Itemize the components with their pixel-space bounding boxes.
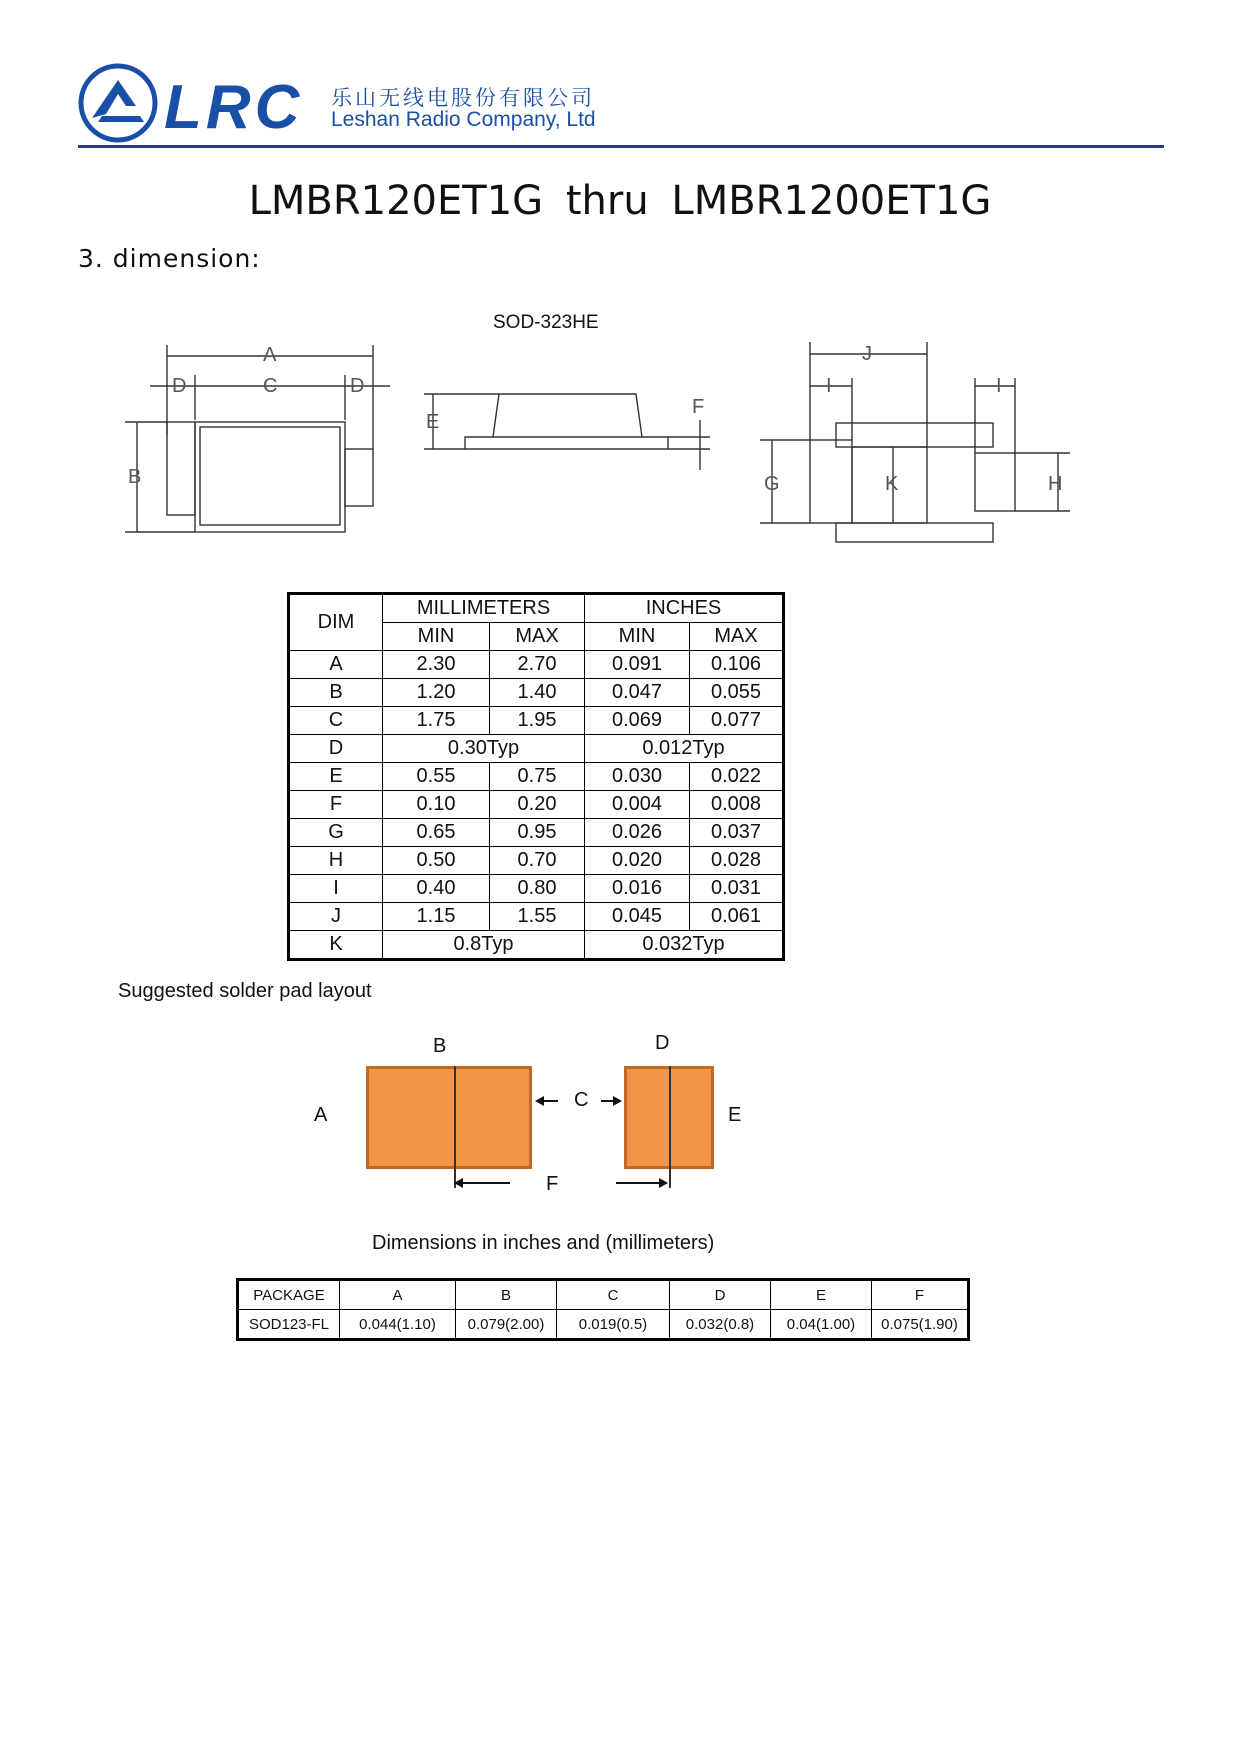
cell-in-min: 0.045 xyxy=(585,903,690,931)
cell-mm-max: 1.55 xyxy=(490,903,585,931)
table-header-row xyxy=(289,594,784,623)
header-divider xyxy=(78,145,1164,148)
table-row xyxy=(289,931,784,960)
company-name-chinese: 乐山无线电股份有限公司 xyxy=(331,86,595,110)
cell-mm-max: 2.70 xyxy=(490,651,585,679)
cell-in-max: 0.037 xyxy=(690,819,784,847)
table-row xyxy=(289,903,784,931)
subheader-mm-max: MAX xyxy=(490,623,585,651)
cell-in-max: 0.022 xyxy=(690,763,784,791)
dim-label-g: G xyxy=(764,473,780,495)
dimension-table xyxy=(287,592,785,961)
cell-mm-typ: 0.30Typ xyxy=(383,735,585,763)
dim-label-k: K xyxy=(885,473,899,495)
package-outline-drawing xyxy=(0,330,1240,560)
cell-dim: I xyxy=(289,875,383,903)
dim-label-b: B xyxy=(128,466,142,488)
header-package: PACKAGE xyxy=(238,1280,340,1310)
cell-in-max: 0.055 xyxy=(690,679,784,707)
dim-label-d-left: D xyxy=(172,375,187,397)
cell-mm-max: 0.20 xyxy=(490,791,585,819)
top-view-drawing xyxy=(125,344,390,532)
cell-dim: H xyxy=(289,847,383,875)
cell-a: 0.044(1.10) xyxy=(340,1310,456,1340)
cell-in-min: 0.020 xyxy=(585,847,690,875)
package-label: SOD-323HE xyxy=(493,312,599,333)
pad-label-f: F xyxy=(546,1173,559,1195)
dim-label-a: A xyxy=(263,344,277,366)
cell-dim: A xyxy=(289,651,383,679)
header-a: A xyxy=(340,1280,456,1310)
dim-label-e: E xyxy=(426,411,440,433)
pad-label-c: C xyxy=(574,1089,589,1111)
table-row xyxy=(289,707,784,735)
cell-in-min: 0.047 xyxy=(585,679,690,707)
table-row xyxy=(289,651,784,679)
cell-mm-min: 0.55 xyxy=(383,763,490,791)
dim-label-j: J xyxy=(862,343,872,365)
cell-in-max: 0.008 xyxy=(690,791,784,819)
package-dimensions-table xyxy=(236,1278,970,1341)
end-view-drawing xyxy=(760,342,1070,542)
pad-label-e: E xyxy=(728,1104,742,1126)
header-c: C xyxy=(557,1280,670,1310)
cell-in-min: 0.016 xyxy=(585,875,690,903)
cell-package: SOD123-FL xyxy=(238,1310,340,1340)
dim-label-h: H xyxy=(1048,473,1063,495)
subheader-in-min: MIN xyxy=(585,623,690,651)
company-logo xyxy=(78,62,328,144)
cell-mm-min: 0.40 xyxy=(383,875,490,903)
cell-dim: E xyxy=(289,763,383,791)
cell-mm-min: 0.10 xyxy=(383,791,490,819)
pad-label-d: D xyxy=(655,1032,670,1054)
header-millimeters: MILLIMETERS xyxy=(383,594,585,623)
cell-in-min: 0.026 xyxy=(585,819,690,847)
table-row xyxy=(289,791,784,819)
side-view-drawing xyxy=(424,394,710,470)
cell-c: 0.019(0.5) xyxy=(557,1310,670,1340)
subheader-mm-min: MIN xyxy=(383,623,490,651)
cell-in-max: 0.028 xyxy=(690,847,784,875)
header-b: B xyxy=(456,1280,557,1310)
cell-in-max: 0.106 xyxy=(690,651,784,679)
table-row xyxy=(289,679,784,707)
table-row xyxy=(289,847,784,875)
cell-in-min: 0.004 xyxy=(585,791,690,819)
cell-dim: J xyxy=(289,903,383,931)
dim-label-i-left: I xyxy=(826,375,832,397)
cell-in-max: 0.031 xyxy=(690,875,784,903)
cell-in-typ: 0.012Typ xyxy=(585,735,784,763)
cell-mm-min: 1.15 xyxy=(383,903,490,931)
page-title: LMBR120ET1G thru LMBR1200ET1G xyxy=(248,178,992,224)
cell-in-max: 0.061 xyxy=(690,903,784,931)
dim-label-c: C xyxy=(263,375,278,397)
solder-pad-arrows xyxy=(0,1060,1240,1200)
cell-mm-max: 1.95 xyxy=(490,707,585,735)
cell-in-min: 0.091 xyxy=(585,651,690,679)
cell-f: 0.075(1.90) xyxy=(872,1310,969,1340)
cell-mm-typ: 0.8Typ xyxy=(383,931,585,960)
dim-label-f: F xyxy=(692,396,705,418)
header-e: E xyxy=(771,1280,872,1310)
section-heading: 3. dimension: xyxy=(78,244,261,273)
cell-b: 0.079(2.00) xyxy=(456,1310,557,1340)
table-row xyxy=(238,1310,969,1340)
cell-in-min: 0.030 xyxy=(585,763,690,791)
cell-dim: F xyxy=(289,791,383,819)
cell-mm-min: 0.65 xyxy=(383,819,490,847)
header-f: F xyxy=(872,1280,969,1310)
cell-e: 0.04(1.00) xyxy=(771,1310,872,1340)
logo-text: LRC xyxy=(164,73,304,142)
cell-mm-max: 0.75 xyxy=(490,763,585,791)
cell-dim: D xyxy=(289,735,383,763)
pad-label-a: A xyxy=(314,1104,328,1126)
cell-dim: G xyxy=(289,819,383,847)
cell-mm-min: 2.30 xyxy=(383,651,490,679)
cell-dim: C xyxy=(289,707,383,735)
header-d: D xyxy=(670,1280,771,1310)
cell-dim: B xyxy=(289,679,383,707)
cell-dim: K xyxy=(289,931,383,960)
cell-mm-max: 0.95 xyxy=(490,819,585,847)
cell-mm-max: 1.40 xyxy=(490,679,585,707)
cell-in-max: 0.077 xyxy=(690,707,784,735)
table-row xyxy=(289,819,784,847)
table-row xyxy=(289,735,784,763)
pad-label-b: B xyxy=(433,1035,447,1057)
solder-pad-caption: Suggested solder pad layout xyxy=(118,980,372,1002)
cell-mm-min: 1.75 xyxy=(383,707,490,735)
cell-mm-min: 1.20 xyxy=(383,679,490,707)
cell-in-min: 0.069 xyxy=(585,707,690,735)
cell-in-typ: 0.032Typ xyxy=(585,931,784,960)
dim-label-d-right: D xyxy=(350,375,365,397)
dim-label-i-right: I xyxy=(996,375,1002,397)
table-header-row xyxy=(238,1280,969,1310)
cell-d: 0.032(0.8) xyxy=(670,1310,771,1340)
cell-mm-max: 0.80 xyxy=(490,875,585,903)
cell-mm-max: 0.70 xyxy=(490,847,585,875)
dimensions-caption: Dimensions in inches and (millimeters) xyxy=(372,1232,715,1254)
cell-mm-min: 0.50 xyxy=(383,847,490,875)
table-row xyxy=(289,875,784,903)
table-row xyxy=(289,763,784,791)
company-name-english: Leshan Radio Company, Ltd xyxy=(331,108,596,131)
header-inches: INCHES xyxy=(585,594,784,623)
subheader-in-max: MAX xyxy=(690,623,784,651)
header-dim: DIM xyxy=(289,594,383,651)
